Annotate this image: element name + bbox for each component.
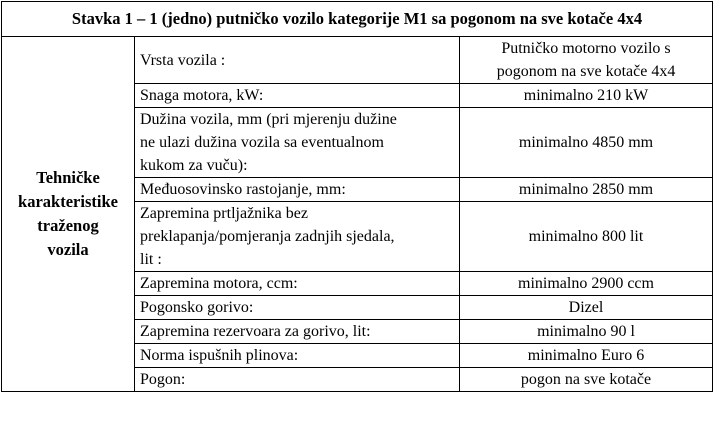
text-line: Tehničke <box>36 168 100 187</box>
text-line: Snaga motora, kW: <box>140 87 264 104</box>
text-line: vozila <box>47 240 89 259</box>
value-cell <box>460 178 713 202</box>
value-cell <box>460 296 713 320</box>
table-row <box>2 37 713 84</box>
text-line: kukom za vuču): <box>140 157 248 174</box>
value-cell <box>460 272 713 296</box>
text-line: Pogon: <box>140 371 186 388</box>
text-line: minimalno 800 lit <box>528 228 644 245</box>
text-line: preklapanja/pomjeranja zadnjih sjedala, <box>140 228 395 245</box>
parameter-cell <box>135 344 460 368</box>
text-line: Zapremina rezervoara za gorivo, lit: <box>140 323 371 340</box>
text-line: traženog <box>37 216 99 235</box>
text-line: Međuosovinsko rastojanje, mm: <box>140 181 346 198</box>
parameter-cell <box>135 178 460 202</box>
text-line: minimalno 4850 mm <box>518 134 654 151</box>
text-line: karakteristike <box>18 192 118 211</box>
category-cell <box>2 37 135 392</box>
text-line: pogon na sve kotače <box>520 371 652 388</box>
text-line: minimalno 2900 ccm <box>518 275 654 292</box>
text-line: minimalno 210 kW <box>523 87 649 104</box>
parameter-cell <box>135 202 460 272</box>
text-line: Putničko motorno vozilo s <box>501 40 671 57</box>
value-cell <box>460 344 713 368</box>
value-cell <box>460 37 713 84</box>
text-line: minimalno Euro 6 <box>527 347 645 364</box>
value-cell <box>460 320 713 344</box>
text-line: lit : <box>140 251 162 268</box>
text-line: Zapremina motora, ccm: <box>140 275 298 292</box>
value-cell <box>460 84 713 108</box>
parameter-cell <box>135 84 460 108</box>
table-title: Stavka 1 – 1 (jedno) putničko vozilo kategorije M1 sa pogonom na sve kotače 4x4 <box>2 2 713 37</box>
text-line: Vrsta vozila : <box>140 51 226 69</box>
text-line: Pogonsko gorivo: <box>140 299 254 316</box>
parameter-cell <box>135 368 460 392</box>
text-line: ne ulazi dužina vozila sa eventualnom <box>140 134 384 151</box>
text-line: Dizel <box>568 299 604 316</box>
text-line: minimalno 90 l <box>537 323 635 340</box>
value-cell <box>460 108 713 178</box>
parameter-cell <box>135 37 460 84</box>
title-row <box>2 2 713 37</box>
specification-table <box>1 1 713 392</box>
value-cell <box>460 202 713 272</box>
text-line: Norma ispušnih plinova: <box>140 347 299 364</box>
parameter-cell <box>135 108 460 178</box>
text-line: pogonom na sve kotače 4x4 <box>496 63 676 80</box>
value-cell <box>460 368 713 392</box>
parameter-cell <box>135 320 460 344</box>
parameter-cell <box>135 272 460 296</box>
parameter-cell <box>135 296 460 320</box>
text-line: Zapremina prtljažnika bez <box>140 205 308 222</box>
text-line: Dužina vozila, mm (pri mjerenju dužine <box>140 111 397 128</box>
text-line: minimalno 2850 mm <box>518 181 654 198</box>
